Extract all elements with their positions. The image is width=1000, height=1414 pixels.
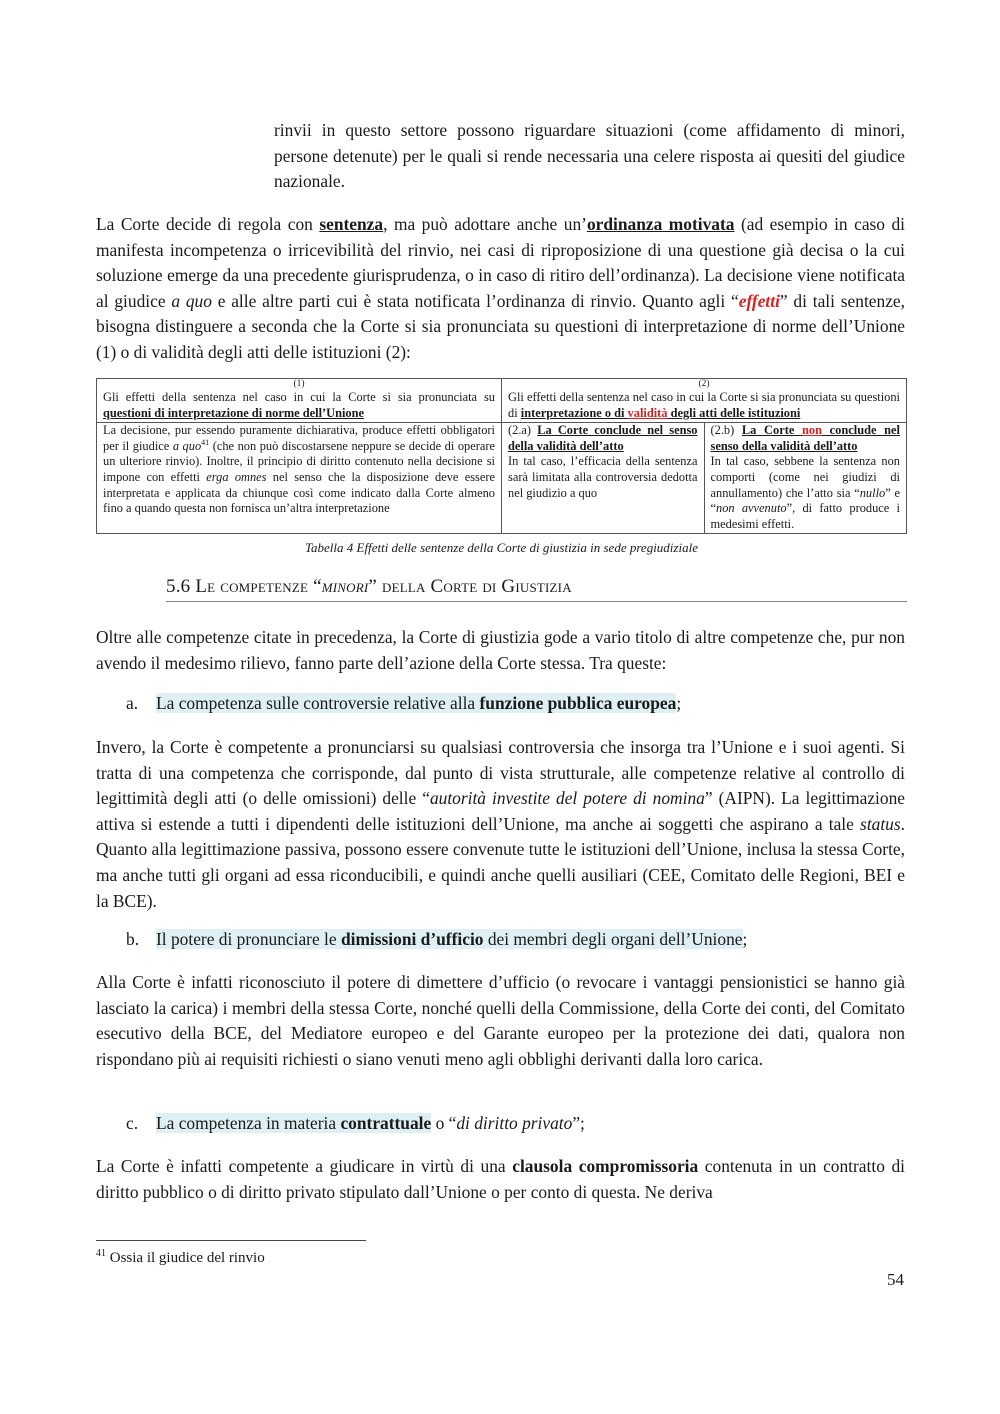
text: clausola compromissoria (512, 1156, 699, 1176)
page-number: 54 (887, 1270, 904, 1289)
footnote-separator (96, 1240, 366, 1241)
paragraph-decision (96, 212, 905, 366)
paragraph-contractual (96, 1154, 905, 1205)
heading-number: 5.6 (166, 576, 196, 597)
highlight (156, 929, 743, 949)
text: La Corte decide di regola con (96, 214, 320, 234)
text: (che non può discostarsene neppure se decide di operare un ulteriore rinvio). Inoltre, il principio di diritto contenuto nella decisione si impone con effetti (103, 438, 495, 484)
text: ”, di fatto produce i medesimi effetti. (710, 501, 900, 531)
text: ” (AIPN). La legittimazione attiva si estende a tutti i dipendenti delle istituzioni dell’Unione, ma anche ai soggetti che aspirano a tale (96, 788, 905, 834)
text: nel senso che la disposizione deve essere interpretata e applicata da chiunque così come indicato dalla Corte almeno fino a quando questa non fornisca un’altra interpretazione (103, 469, 495, 516)
text: ” della Corte di Giustizia (368, 576, 572, 597)
text: questioni di interpretazione di norme dell’Unione (103, 405, 365, 420)
text: ; (676, 693, 682, 713)
text: Gli effetti della sentenza nel caso in cui la Corte si sia pronunciata su (103, 390, 495, 404)
text: validità (627, 405, 668, 420)
list-label: a. (126, 693, 139, 713)
table-cell-2b (704, 423, 907, 534)
term-ordinanza: ordinanza motivata (586, 214, 735, 234)
text: Le competenze “ (195, 576, 322, 597)
text: Invero, la Corte è competente a pronunciarsi su qualsiasi controversia che insorga tra l’Unione e i suoi agenti. Si tratta di una competenza che corrisponde, dal punto di vista strutturale, alle competenze relative al controllo di legittimità degli atti (o delle omissioni) delle “ (96, 737, 905, 809)
text: erga omnes (206, 469, 267, 484)
footnote (96, 1248, 265, 1268)
col-number: (1) (293, 379, 305, 389)
text: contenuta in un contratto di diritto pubblico o di diritto privato stipulato dall’Unione o per conto di questa. Ne deriva (96, 1156, 905, 1202)
text: status (860, 813, 901, 834)
list-item-b (126, 927, 905, 953)
text: (2.b) (710, 423, 742, 438)
text: autorità investite del potere di nomina (429, 788, 705, 809)
text: degli atti delle istituzioni (667, 405, 801, 420)
table-header-col2 (502, 379, 907, 423)
text: In tal caso, sebbene la sentenza non comporti (come nei giudizi di annullamento) che l’atto sia “ (710, 454, 900, 500)
table-header-col1 (97, 379, 502, 423)
text: Il potere di pronunciare le (156, 929, 341, 949)
text: (ad esempio in caso di manifesta incompetenza o irricevibilità del rinvio, nei casi di riproposizione di una questione già decisa o la cui soluzione emerge da una precedente giurisprudenza, o in caso di ritiro dell’ordinanza). La decisione viene notificata al giudice (96, 214, 906, 311)
footnote-number: 41 (96, 1248, 106, 1259)
highlight (156, 1113, 431, 1133)
text: conclude nel senso della validità dell’atto (710, 423, 900, 453)
text: , ma può adottare anche un’ (383, 214, 587, 234)
text: La Corte (741, 423, 803, 438)
table-caption: Tabella 4 Effetti delle sentenze della Corte di giustizia in sede pregiudiziale (305, 540, 698, 555)
term-aquo: a quo (171, 290, 212, 311)
text: funzione pubblica europea (479, 693, 677, 713)
list-item-c (126, 1111, 905, 1137)
list-item-a (126, 691, 905, 717)
paragraph-public-function (96, 735, 905, 914)
col-number: (2) (698, 379, 710, 389)
term-effetti: effetti (738, 290, 780, 311)
text: non (802, 423, 822, 438)
text: a quo (172, 438, 202, 453)
text: o “ (431, 1113, 457, 1133)
section-heading (166, 574, 907, 602)
text: interpretazione o di (520, 405, 628, 420)
effects-table (96, 378, 907, 534)
text: dei membri degli organi dell’Unione (483, 929, 743, 949)
list-label: c. (126, 1113, 139, 1133)
footnote-text: Ossia il giudice del rinvio (106, 1250, 265, 1266)
text: non avvenuto (716, 501, 787, 516)
text: nullo (859, 485, 886, 500)
text: ” e “ (710, 485, 900, 516)
intro-continuation: rinvii in questo settore possono riguardare situazioni (come affidamento di minori, persone detenute) per le quali si rende necessaria una celere risposta ai quesiti del giudice nazionale. (274, 120, 905, 192)
text: . Quanto alla legittimazione passiva, possono essere convenute tutte le istituzioni dell’Unione, inclusa la stessa Corte, ma anche tutti gli organi ad essa riconducibili, e quindi anche quelli ausiliari (CEE, Comitato delle Regioni, BEI e la BCE). (96, 813, 905, 911)
text: La competenza in materia (156, 1113, 341, 1133)
text: contrattuale (340, 1113, 432, 1133)
text: e alle altre parti cui è stata notificata l’ordinanza di rinvio. Quanto agli “ (211, 290, 739, 311)
text: In tal caso, l’efficacia della sentenza sarà limitata alla controversia dedotta nel giudizio a quo (508, 454, 698, 500)
text: di diritto privato (456, 1113, 573, 1133)
term-sentenza: sentenza (319, 214, 384, 234)
text: dimissioni d’ufficio (340, 929, 484, 949)
text: La Corte conclude nel senso della validità dell’atto (508, 423, 698, 453)
paragraph-other-competences: Oltre alle competenze citate in precedenza, la Corte di giustizia gode a vario titolo di altre competenze che, pur non avendo il medesimo rilievo, fanno parte dell’azione della Corte stessa. Tra queste: (96, 627, 905, 673)
footnote-ref: 41 (201, 437, 210, 447)
list-label: b. (126, 929, 140, 949)
table-cell-col1 (97, 423, 502, 534)
text: ” di tali sentenze, bisogna distinguere a seconda che la Corte si sia pronunciata su questioni di interpretazione di norme dell’Unione (1) o di validità degli atti delle istituzioni (2): (96, 290, 905, 362)
text: ”; (572, 1113, 585, 1133)
text: La Corte è infatti competente a giudicare in virtù di una (96, 1156, 513, 1176)
text: Gli effetti della sentenza nel caso in cui la Corte si sia pronunciata su questioni di (508, 390, 900, 420)
text: La competenza sulle controversie relative alla (156, 693, 480, 713)
text: ; (742, 929, 748, 949)
highlight (156, 693, 676, 713)
text: (2.a) (508, 423, 538, 438)
text: minori (321, 576, 369, 597)
paragraph-dismissal: Alla Corte è infatti riconosciuto il potere di dimettere d’ufficio (o revocare i vantaggi pensionistici se hanno già lasciato la carica) i membri della stessa Corte, nonché quelli della Commissione, della Corte dei conti, del Comitato esecutivo della BCE, del Mediatore europeo e del Garante europeo per la protezione dei dati, qualora non rispondano più ai requisiti richiesti o siano venuti meno agli obblighi derivanti dalla loro carica. (96, 972, 905, 1069)
text: La decisione, pur essendo puramente dichiarativa, produce effetti obbligatori per il giudice (103, 423, 495, 453)
table-cell-2a (502, 423, 705, 534)
